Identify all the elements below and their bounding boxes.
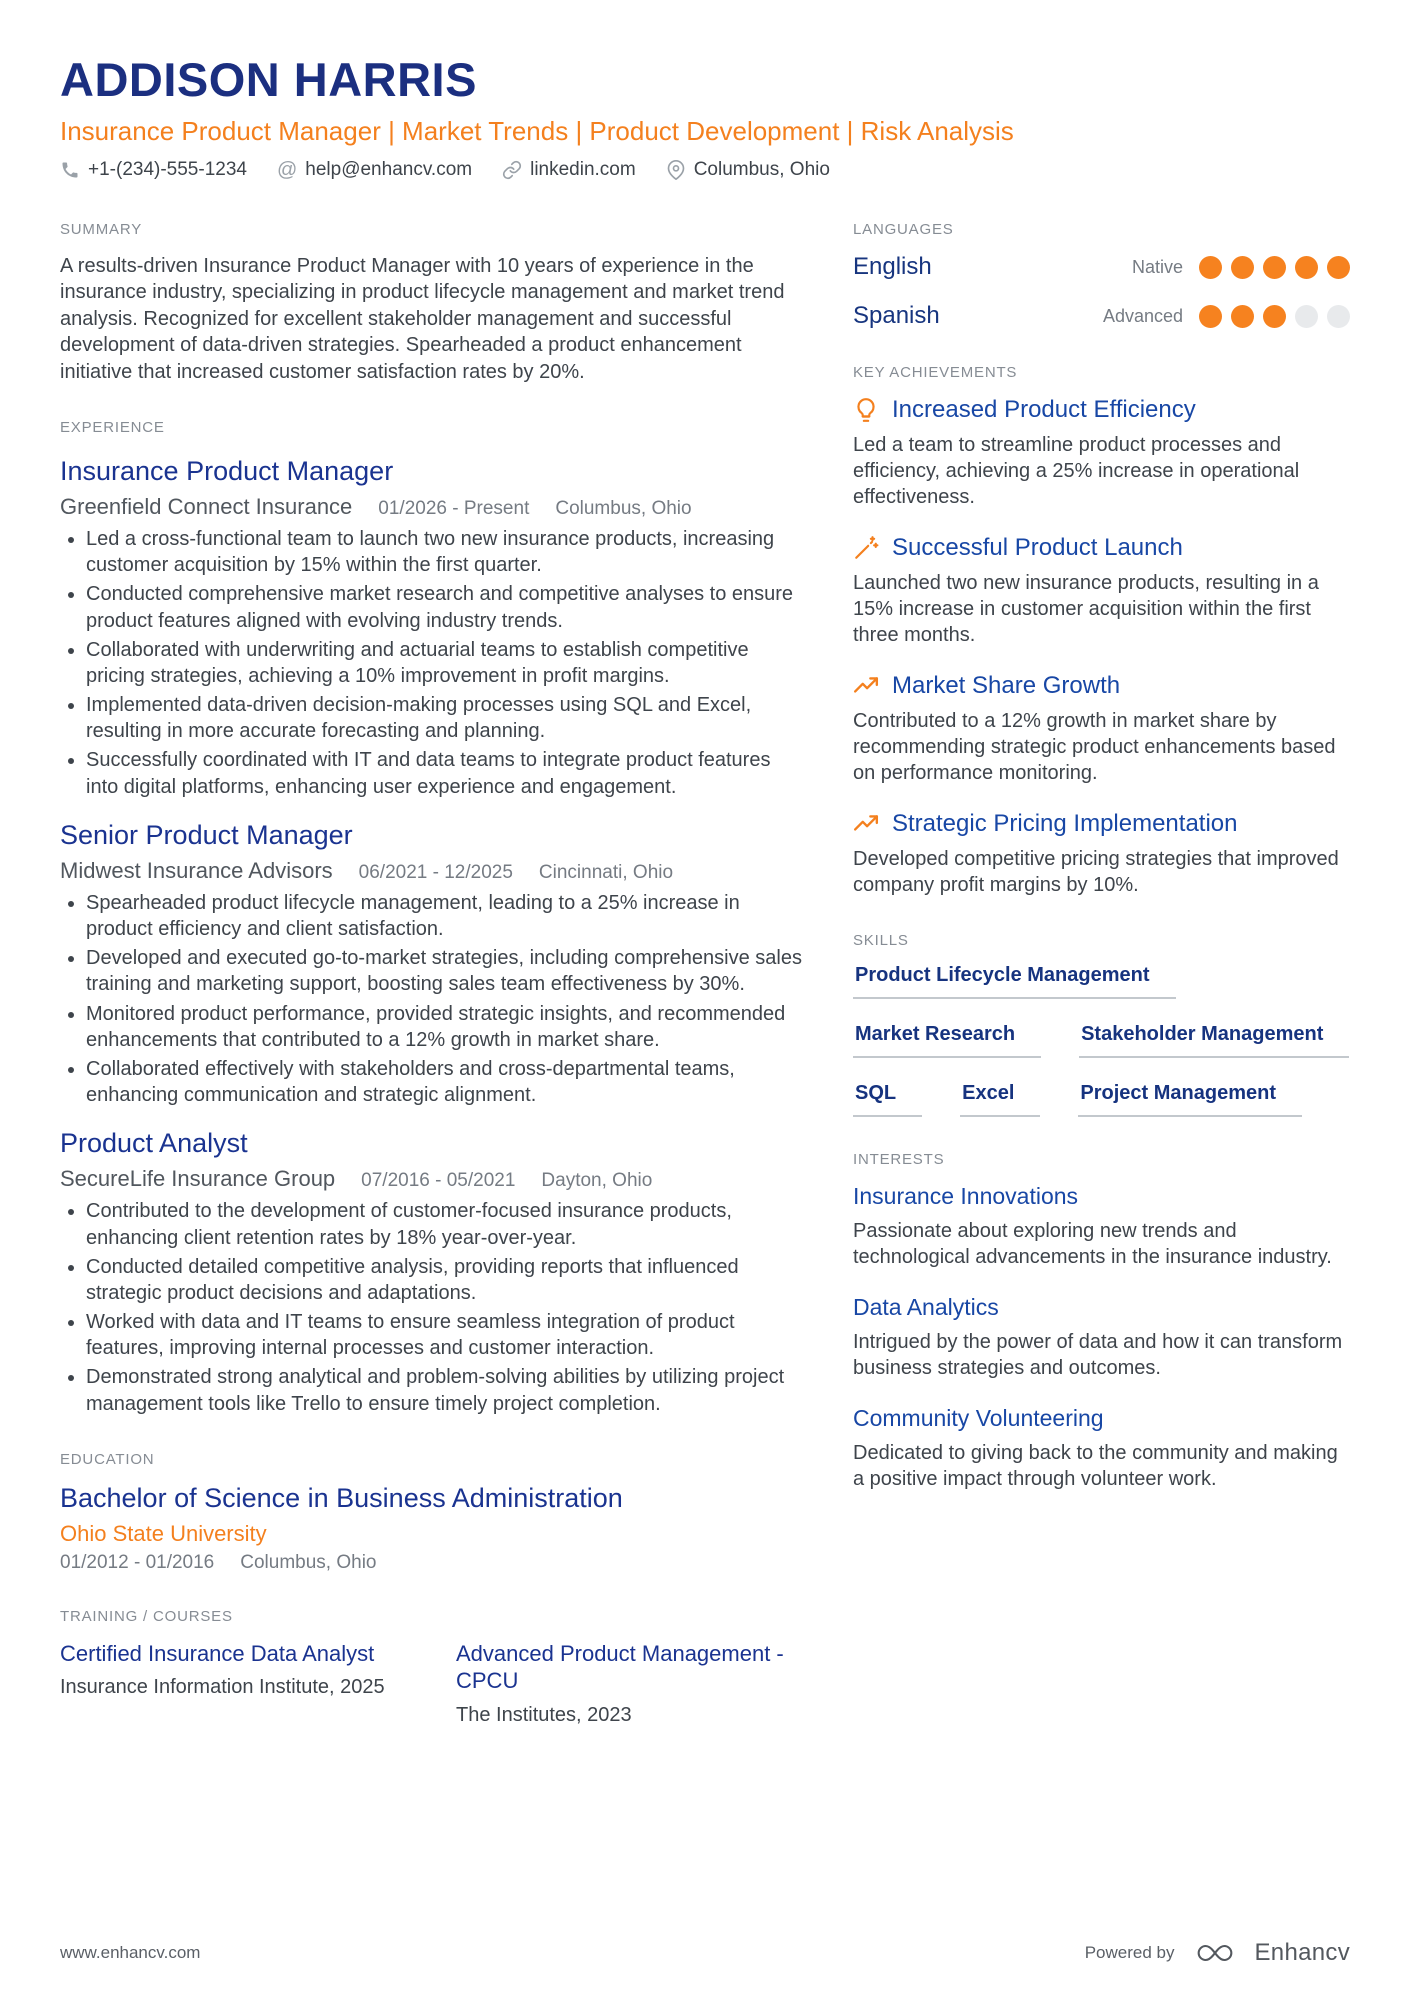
enhancv-logo-icon xyxy=(1189,1939,1241,1967)
email-icon: @ xyxy=(276,159,298,181)
job-bullet: • Implemented data-driven decision-making processes using SQL and Excel, resulting in more accurate forecasting and planning. xyxy=(86,692,802,744)
interest-entry xyxy=(853,1183,1350,1270)
job-location: Cincinnati, Ohio xyxy=(538,861,674,883)
skill-item: SQL xyxy=(853,1082,922,1117)
language-row xyxy=(853,253,1350,281)
right-column xyxy=(853,221,1350,1762)
content-columns xyxy=(60,221,1350,1762)
course-subtitle: The Institutes, 2023 xyxy=(456,1703,632,1726)
job-meta xyxy=(60,1166,802,1192)
language-rating-dots xyxy=(1199,256,1350,279)
achievements-section-label: KEY ACHIEVEMENTS xyxy=(853,364,1018,381)
rating-dot-filled xyxy=(1263,305,1286,328)
language-name: English xyxy=(853,253,932,280)
interests-section xyxy=(853,1151,1350,1492)
job-bullet: • Conducted detailed competitive analysis, providing reports that influenced strategic product decisions and adaptations. xyxy=(86,1254,802,1306)
achievement-entry xyxy=(853,672,1350,786)
contact-row xyxy=(60,159,1350,181)
skill-rows xyxy=(853,964,1350,1117)
job-bullet: • Worked with data and IT teams to ensure seamless integration of product features, improving internal processes and customer interaction. xyxy=(86,1309,802,1361)
training-section xyxy=(60,1608,802,1728)
achievement-text: Launched two new insurance products, resulting in a 15% increase in customer acquisition within the first three months. xyxy=(853,572,1319,646)
interest-title: Insurance Innovations xyxy=(853,1183,1079,1209)
achievement-text: Developed competitive pricing strategies that improved company profit margins by 10%. xyxy=(853,848,1339,896)
language-level: Advanced xyxy=(1102,305,1183,326)
interests-section-label: INTERESTS xyxy=(853,1151,945,1168)
education-location: Columbus, Ohio xyxy=(240,1551,377,1573)
job-bullet: • Spearheaded product lifecycle management, leading to a 25% increase in product efficiency and client satisfaction. xyxy=(86,890,802,942)
rating-dot-empty xyxy=(1327,305,1350,328)
achievement-header xyxy=(853,810,1350,838)
course-entry xyxy=(60,1640,400,1728)
education-dates: 01/2012 - 01/2016 xyxy=(60,1551,215,1573)
job-dates: 07/2016 - 05/2021 xyxy=(361,1170,516,1192)
link-icon xyxy=(502,160,522,180)
language-level-group xyxy=(1103,305,1350,328)
interest-text: Dedicated to giving back to the community and making a positive impact through volunteer work. xyxy=(853,1442,1338,1490)
achievement-text: Contributed to a 12% growth in market share by recommending strategic product enhancements based on performance monitoring. xyxy=(853,710,1336,784)
achievement-header xyxy=(853,396,1350,424)
name-heading: ADDISON HARRIS xyxy=(60,53,477,106)
powered-by-text: Powered by xyxy=(1084,1943,1175,1962)
skill-row xyxy=(853,1082,1350,1117)
job-bullet: • Successfully coordinated with IT and data teams to integrate product features into digital platforms, enhancing user experience and engagement. xyxy=(86,747,802,799)
brand-name: Enhancv xyxy=(1254,1939,1350,1966)
job-bullet: • Collaborated effectively with stakeholders and cross-departmental teams, enhancing communication and strategic alignment. xyxy=(86,1056,802,1108)
education-section xyxy=(60,1451,802,1574)
rating-dot-filled xyxy=(1199,256,1222,279)
languages-section-label: LANGUAGES xyxy=(853,221,954,238)
footer-site-url: www.enhancv.com xyxy=(60,1943,201,1962)
skill-item: Excel xyxy=(960,1082,1040,1117)
rating-dot-filled xyxy=(1199,305,1222,328)
magic-wand-icon xyxy=(853,535,879,561)
growth-arrow-icon xyxy=(853,811,879,837)
experience-section-label: EXPERIENCE xyxy=(60,418,165,436)
footer-branding xyxy=(1085,1939,1350,1967)
language-name: Spanish xyxy=(853,302,940,329)
achievement-title: Successful Product Launch xyxy=(892,534,1183,561)
education-section-label: EDUCATION xyxy=(60,1450,155,1468)
job-meta xyxy=(60,494,802,520)
course-list xyxy=(60,1640,802,1728)
rating-dot-empty xyxy=(1295,305,1318,328)
rating-dot-filled xyxy=(1231,256,1254,279)
skill-item: Stakeholder Management xyxy=(1079,1023,1349,1058)
job-bullet: • Monitored product performance, provided strategic insights, and recommended enhancements that contributed to a 12% growth in market share. xyxy=(86,1001,802,1053)
job-bullet: • Contributed to the development of customer-focused insurance products, enhancing client retention rates by 18% year-over-year. xyxy=(86,1198,802,1250)
language-level-group xyxy=(1132,256,1350,279)
email-link[interactable] xyxy=(277,159,472,181)
resume-header xyxy=(60,52,1350,181)
job-bullets xyxy=(60,526,802,800)
job-location: Columbus, Ohio xyxy=(555,497,692,519)
school-name: Ohio State University xyxy=(60,1520,267,1546)
language-row xyxy=(853,302,1350,330)
job-bullet: • Collaborated with underwriting and actuarial teams to establish competitive pricing strategies, achieving a 10% improvement in profit margins. xyxy=(86,637,802,689)
website-text: linkedin.com xyxy=(530,159,636,180)
achievement-title: Increased Product Efficiency xyxy=(892,396,1196,423)
job-company: Greenfield Connect Insurance xyxy=(60,493,353,519)
job-company: Midwest Insurance Advisors xyxy=(60,857,333,883)
location-text: Columbus, Ohio xyxy=(693,159,830,180)
email-text: help@enhancv.com xyxy=(305,159,473,180)
skill-row xyxy=(853,964,1350,999)
skill-item: Product Lifecycle Management xyxy=(853,964,1176,999)
language-rating-dots xyxy=(1199,305,1350,328)
interest-text: Passionate about exploring new trends and technological advancements in the insurance industry. xyxy=(853,1220,1332,1268)
languages-section xyxy=(853,221,1350,330)
location-pin-icon xyxy=(666,160,686,180)
job-bullet: • Conducted comprehensive market research and competitive analyses to ensure product features aligned with evolving industry trends. xyxy=(86,581,802,633)
achievements-section xyxy=(853,364,1350,898)
job-dates: 01/2026 - Present xyxy=(378,497,530,519)
job-location: Dayton, Ohio xyxy=(541,1170,653,1192)
skill-item: Market Research xyxy=(853,1023,1041,1058)
job-bullets xyxy=(60,1198,802,1417)
location-item xyxy=(666,159,830,181)
phone-text: +1-(234)-555-1234 xyxy=(88,159,247,180)
phone-icon xyxy=(60,160,80,180)
course-title: Certified Insurance Data Analyst xyxy=(60,1640,375,1666)
achievement-entry xyxy=(853,396,1350,510)
achievement-entry xyxy=(853,534,1350,648)
job-entry xyxy=(60,1128,802,1417)
job-company: SecureLife Insurance Group xyxy=(60,1166,336,1192)
skill-row xyxy=(853,1023,1350,1058)
degree-title: Bachelor of Science in Business Administration xyxy=(60,1482,623,1513)
growth-arrow-icon xyxy=(853,673,879,699)
job-entry xyxy=(60,820,802,1109)
rating-dot-filled xyxy=(1327,256,1350,279)
achievement-header xyxy=(853,534,1350,562)
page-footer xyxy=(60,1939,1350,1967)
course-subtitle: Insurance Information Institute, 2025 xyxy=(60,1676,385,1699)
interest-title: Data Analytics xyxy=(853,1294,999,1320)
training-section-label: TRAINING / COURSES xyxy=(60,1607,233,1625)
achievement-entry xyxy=(853,810,1350,898)
interest-text: Intrigued by the power of data and how it can transform business strategies and outcomes. xyxy=(853,1331,1343,1379)
interest-entry xyxy=(853,1294,1350,1381)
headline: Insurance Product Manager | Market Trends | Product Development | Risk Analysis xyxy=(60,116,1014,146)
skills-section xyxy=(853,932,1350,1117)
summary-section-label: SUMMARY xyxy=(60,221,142,238)
summary-text: A results-driven Insurance Product Manager with 10 years of experience in the insurance industry, specializing in product lifecycle management and market trend analysis. Recognized for excellent stakeholder management and successful development of data-driven strategies. Spearheaded a product enhancement initiative that increased customer satisfaction rates by 20%. xyxy=(60,255,785,383)
interest-title: Community Volunteering xyxy=(853,1405,1104,1431)
rating-dot-filled xyxy=(1295,256,1318,279)
job-title: Product Analyst xyxy=(60,1128,248,1159)
website-link[interactable] xyxy=(502,159,636,181)
job-meta xyxy=(60,858,802,884)
job-bullet: • Led a cross-functional team to launch two new insurance products, increasing customer acquisition by 15% within the first quarter. xyxy=(86,526,802,578)
interest-entry xyxy=(853,1405,1350,1492)
left-column xyxy=(60,221,802,1762)
job-bullets xyxy=(60,890,802,1109)
job-title: Senior Product Manager xyxy=(60,819,353,850)
course-title: Advanced Product Management - CPCU xyxy=(456,1640,784,1694)
phone-link[interactable] xyxy=(60,159,247,181)
summary-section xyxy=(60,221,802,385)
education-meta xyxy=(60,1552,802,1574)
lightbulb-icon xyxy=(853,397,879,423)
achievement-title: Strategic Pricing Implementation xyxy=(892,810,1238,837)
achievement-text: Led a team to streamline product processes and efficiency, achieving a 25% increase in operational effectiveness. xyxy=(853,434,1300,508)
course-entry xyxy=(456,1640,796,1728)
experience-section xyxy=(60,419,802,1417)
job-bullet: • Developed and executed go-to-market strategies, including comprehensive sales training and marketing support, boosting sales team effectiveness by 30%. xyxy=(86,945,802,997)
job-bullet: • Demonstrated strong analytical and problem-solving abilities by utilizing project management tools like Trello to ensure timely project completion. xyxy=(86,1364,802,1416)
job-title: Insurance Product Manager xyxy=(60,455,394,486)
job-entry xyxy=(60,456,802,800)
skill-item: Project Management xyxy=(1078,1082,1302,1117)
achievement-header xyxy=(853,672,1350,700)
skills-section-label: SKILLS xyxy=(853,932,909,949)
rating-dot-filled xyxy=(1263,256,1286,279)
rating-dot-filled xyxy=(1231,305,1254,328)
language-level: Native xyxy=(1131,256,1183,277)
job-dates: 06/2021 - 12/2025 xyxy=(358,861,513,883)
achievement-title: Market Share Growth xyxy=(892,672,1121,699)
